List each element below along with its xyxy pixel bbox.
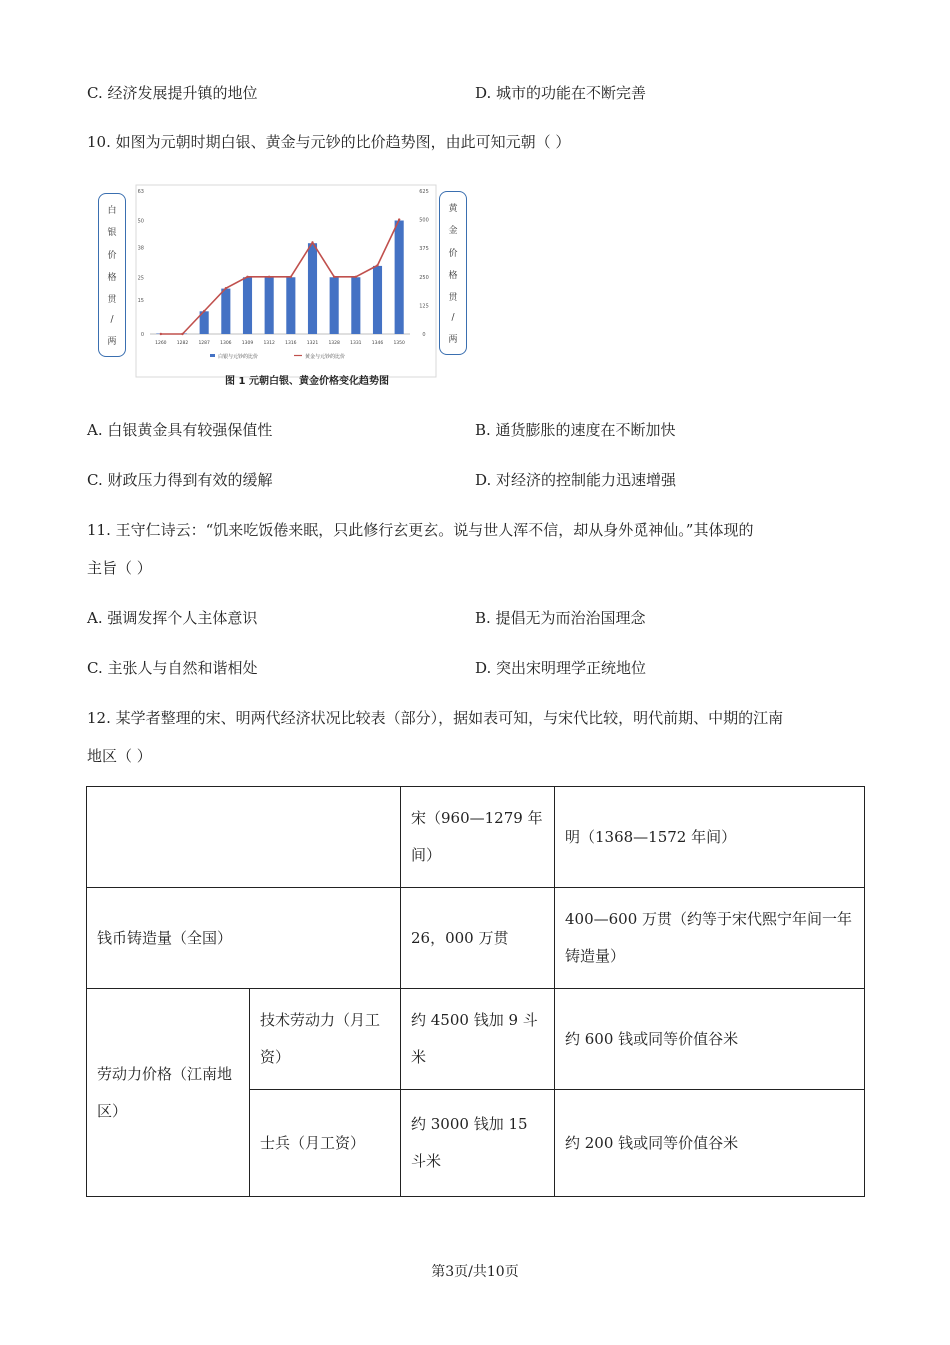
right-tick-label: 625 [419,189,429,195]
right-tick-label: 250 [419,274,429,281]
left-tick-label: 15 [137,297,144,304]
axis-label-char: / [110,314,114,325]
left-tick-label: 25 [137,275,144,282]
row1-ming: 400—600 万贯（约等于宋代熙宁年间一年铸造量） [555,888,865,989]
legend-bar-label: 白银与元钞的比价 [218,354,259,360]
chart-line-point [225,287,227,289]
axis-label-char: 黄 [448,203,458,214]
row1-song: 26，000 万贯 [401,888,555,989]
left-tick-label: 0 [140,332,144,338]
right-tick-label: 375 [419,246,429,253]
axis-label-char: 银 [107,228,117,239]
row2b-ming: 约 200 钱或同等价值谷米 [555,1090,865,1197]
comparison-table [86,786,865,1197]
right-tick-label: 125 [419,303,429,310]
chart-bar [243,277,252,334]
chart-line-point [311,241,313,243]
chart-line-point [398,218,400,220]
q11-option-d: D. 突出宋明理学正统地位 [475,659,647,677]
left-tick-label: 38 [137,245,144,252]
axis-label-char: 价 [107,250,117,261]
x-tick-label: 1350 [393,341,405,346]
header-ming: 明（1368—1572 年间） [555,787,865,888]
chart-bar [373,266,382,334]
q10-option-b: B. 通货膨胀的速度在不断加快 [475,421,676,439]
chart-line-point [333,276,335,278]
x-tick-label: 1287 [198,341,210,346]
bar-line-chart [92,183,476,383]
chart-line-point [160,333,162,335]
axis-label-char: 格 [448,270,458,281]
q12-stem-line2: 地区（ ） [87,747,152,765]
chart-bar [395,221,404,334]
q10-option-d: D. 对经济的控制能力迅速增强 [475,471,677,489]
q11-option-a: A. 强调发挥个人主体意识 [87,609,258,627]
q12-stem-line1: 12. 某学者整理的宋、明两代经济状况比较表（部分），据如表可知，与宋代比较，明代前期、中期的江南 [87,709,784,727]
chart-line-point [181,333,183,335]
chart-bar [308,243,317,334]
row2a-ming: 约 600 钱或同等价值谷米 [555,989,865,1090]
chart-line-point [246,276,248,278]
chart-line-point [376,264,378,266]
x-tick-label: 1282 [176,341,189,346]
q11-stem-line1: 11. 王守仁诗云：“饥来吃饭倦来眠，只此修行玄更玄。说与世人浑不信，却从身外觅神仙。”其体现的 [87,521,754,539]
row2-label: 劳动力价格（江南地区） [87,989,250,1197]
chart-bar [221,289,230,334]
chart-line-point [290,276,292,278]
chart-bar [286,277,295,334]
table-row [87,888,865,989]
x-tick-label: 1312 [263,341,275,346]
q10-stem: 10. 如图为元朝时期白银、黄金与元钞的比价趋势图，由此可知元朝（ ） [87,133,571,151]
chart-bar [265,277,274,334]
x-tick-label: 1346 [371,341,384,346]
chart-line-series [161,220,399,334]
table-row [87,989,865,1090]
x-tick-label: 1316 [285,341,297,346]
axis-label-char: / [451,312,455,323]
chart-bar [351,277,360,334]
legend-bar-swatch [210,354,215,357]
q9-option-d: D. 城市的功能在不断完善 [475,84,647,102]
x-tick-label: 1306 [220,341,232,346]
row2a-sub: 技术劳动力（月工资） [250,989,401,1090]
chart-figure [92,183,476,393]
legend-line-label: 黄金与元钞的比价 [305,354,346,360]
page-footer: 第3页/共10页 [431,1264,519,1280]
x-tick-label: 1321 [306,341,319,346]
x-tick-label: 1328 [328,341,340,346]
q11-stem-line2: 主旨（ ） [87,559,152,577]
chart-title: 图 1 元朝白银、黄金价格变化趋势图 [225,376,389,387]
axis-label-char: 两 [107,337,117,348]
axis-label-char: 两 [448,335,458,346]
row1-label: 钱币铸造量（全国） [87,888,401,989]
axis-label-char: 贯 [107,295,117,306]
x-tick-label: 1309 [241,341,254,346]
table-corner-cell [87,787,401,888]
axis-label-char: 白 [107,205,117,216]
axis-label-char: 格 [107,272,117,283]
x-tick-label: 1260 [155,341,167,346]
chart-frame [136,185,436,377]
axis-label-char: 金 [448,226,458,237]
q9-option-c: C. 经济发展提升镇的地位 [87,84,258,102]
chart-bar [330,277,339,334]
x-tick-label: 1331 [350,341,362,346]
right-tick-label: 500 [419,217,429,224]
q11-option-b: B. 提倡无为而治治国理念 [475,609,646,627]
row2b-song: 约 3000 钱加 15 斗米 [401,1090,555,1197]
chart-line-point [355,276,357,278]
q10-option-a: A. 白银黄金具有较强保值性 [87,421,273,439]
q11-option-c: C. 主张人与自然和谐相处 [87,659,258,677]
left-tick-label: 50 [137,218,144,225]
axis-label-char: 贯 [448,293,458,304]
row2a-song: 约 4500 钱加 9 斗米 [401,989,555,1090]
right-tick-label: 0 [422,332,426,338]
left-tick-label: 63 [137,189,144,195]
chart-line-point [203,310,205,312]
chart-line-point [268,276,270,278]
table-header-row [87,787,865,888]
axis-label-char: 价 [448,248,458,259]
q10-option-c: C. 财政压力得到有效的缓解 [87,471,273,489]
row2b-sub: 士兵（月工资） [250,1090,401,1197]
header-song: 宋（960—1279 年间） [401,787,555,888]
